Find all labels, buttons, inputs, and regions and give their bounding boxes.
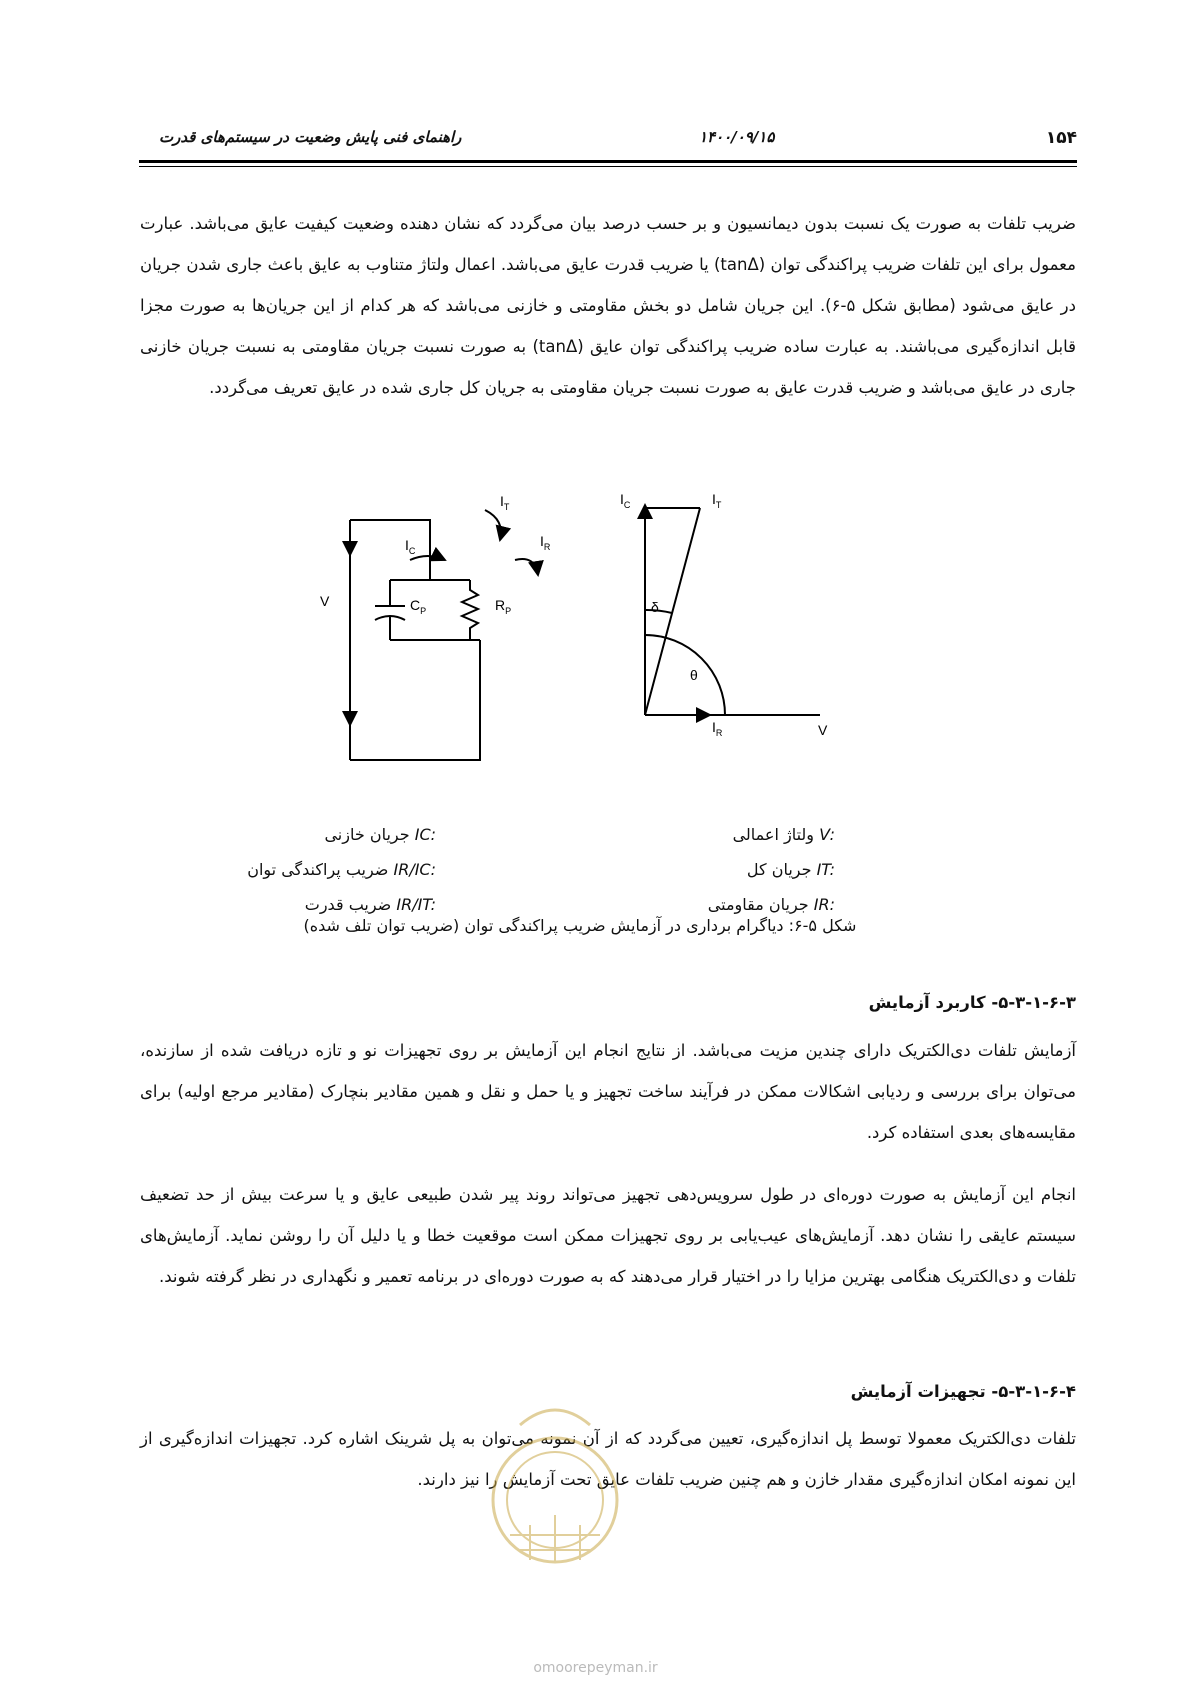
section-heading-equipment: ۵-۳-۱-۶-۴- تجهیزات آزمایش: [850, 1382, 1076, 1401]
figure-caption: شکل ۵-۶: دیاگرام برداری در آزمایش ضریب پراکندگی توان (ضریب توان تلف شده): [303, 916, 857, 935]
equipment-paragraph: تلفات دی‌الکتریک معمولا توسط پل اندازه‌گیری، تعیین می‌گردد که از آن نمونه می‌توان به پل شرینک اشاره کرد. تجهیزات اندازه‌گیری از این نمونه امکان اندازه‌گیری مقدار خازن و هم چنین ضریب تلفات عایق تحت آزمایش را نیز دارند.: [140, 1429, 1076, 1489]
watermark-url: omoorepeyman.ir: [533, 1660, 658, 1676]
phasor-ic-label: $I_C$: [620, 491, 631, 510]
legend-right-v: V: ولتاژ اعمالی: [732, 825, 835, 844]
vector-diagram-figure: [320, 491, 920, 810]
legend-left-irc: IR/IC: ضریب پراکندگی توان: [247, 860, 436, 879]
header-rule-thin: [139, 166, 1077, 167]
section-heading-application: ۵-۳-۱-۶-۳- کاربرد آزمایش: [868, 993, 1076, 1012]
application-paragraph-2: انجام این آزمایش به صورت دوره‌ای در طول سرویس‌دهی تجهیز می‌تواند روند پیر شدن طبیعی عایق و یا سرعت بیش از حد تضعیف سیستم عایقی را نشان دهد. آزمایش‌های عیب‌یابی بر روی تجهیزات ممکن است موقعیت خطا و یا دلیل آن را روشن نماید. آزمایش‌های تلفات و دی‌الکتریک هنگامی بهترین مزایا را در اختیار قرار می‌دهند که به صورت دوره‌ای در برنامه تعمیر و نگهداری در نظر گرفته شوند.: [140, 1185, 1076, 1286]
legend-right-ir: IR: جریان مقاومتی: [707, 895, 835, 914]
circuit-cp-label: $C_P$: [410, 597, 427, 616]
legend-left-irt: IR/IT: ضریب قدرت: [304, 895, 436, 914]
legend-left-ic: IC: جریان خازنی: [324, 825, 436, 844]
circuit-ic-label: $I_C$: [405, 537, 416, 556]
header-date: ۱۴۰۰/۰۹/۱۵: [699, 128, 775, 146]
circuit-labels: [320, 493, 551, 616]
page-number: ۱۵۴: [1045, 128, 1077, 148]
circuit-it-label: $I_T$: [500, 493, 510, 512]
legend-right-it: IT: جریان کل: [746, 860, 835, 879]
circuit-rp-label: $R_P$: [495, 597, 512, 616]
header-rule-thick: [139, 160, 1077, 163]
phasor-diagram: [645, 505, 820, 715]
circuit-ir-label: $I_R$: [540, 533, 551, 552]
phasor-it-label: $I_T$: [712, 491, 722, 510]
watermark-logo: [480, 1385, 630, 1585]
circuit-diagram: [350, 510, 538, 760]
phasor-delta-label: δ: [651, 599, 659, 615]
application-paragraph-1: آزمایش تلفات دی‌الکتریک دارای چندین مزیت می‌باشد. از نتایج انجام این آزمایش بر روی تجهیزات نو و تازه دریافت شده از سازنده، می‌توان برای بررسی و ردیابی اشکالات ممکن در فرآیند ساخت تجهیز و یا حمل و نقل و همین مقادیر بنچارک (مقادیر مرجع اولیه) برای مقایسه‌های بعدی استفاده کرد.: [140, 1041, 1076, 1142]
phasor-v-label: V: [818, 722, 828, 738]
intro-paragraph: ضریب تلفات به صورت یک نسبت بدون دیمانسیون و بر حسب درصد بیان می‌گردد که نشان دهنده وضعیت کیفیت عایق می‌باشد. عبارت معمول برای این تلفات ضریب پراکندگی توان (tanΔ) یا ضریب قدرت عایق می‌باشد. اعمال ولتاژ متناوب به عایق باعث جاری شدن جریان در عایق می‌شود (مطابق شکل ۵-۶). این جریان شامل دو بخش مقاومتی و خازنی می‌باشد که هر کدام از این جریان‌ها به صورت مجزا قابل اندازه‌گیری می‌باشند. به عبارت ساده ضریب پراکندگی توان عایق (tanΔ) به صورت نسبت جریان مقاومتی به نسبت جریان خازنی جاری در عایق می‌باشد و ضریب قدرت عایق به صورت نسبت جریان مقاومتی به جریان کل جاری شده در عایق تعریف می‌گردد.: [140, 214, 1076, 397]
circuit-v-label: V: [320, 593, 330, 609]
phasor-theta-label: θ: [690, 667, 698, 683]
header-title: راهنمای فنی پایش وضعیت در سیستم‌های قدرت: [159, 128, 462, 146]
phasor-ir-label: $I_R$: [712, 719, 723, 738]
